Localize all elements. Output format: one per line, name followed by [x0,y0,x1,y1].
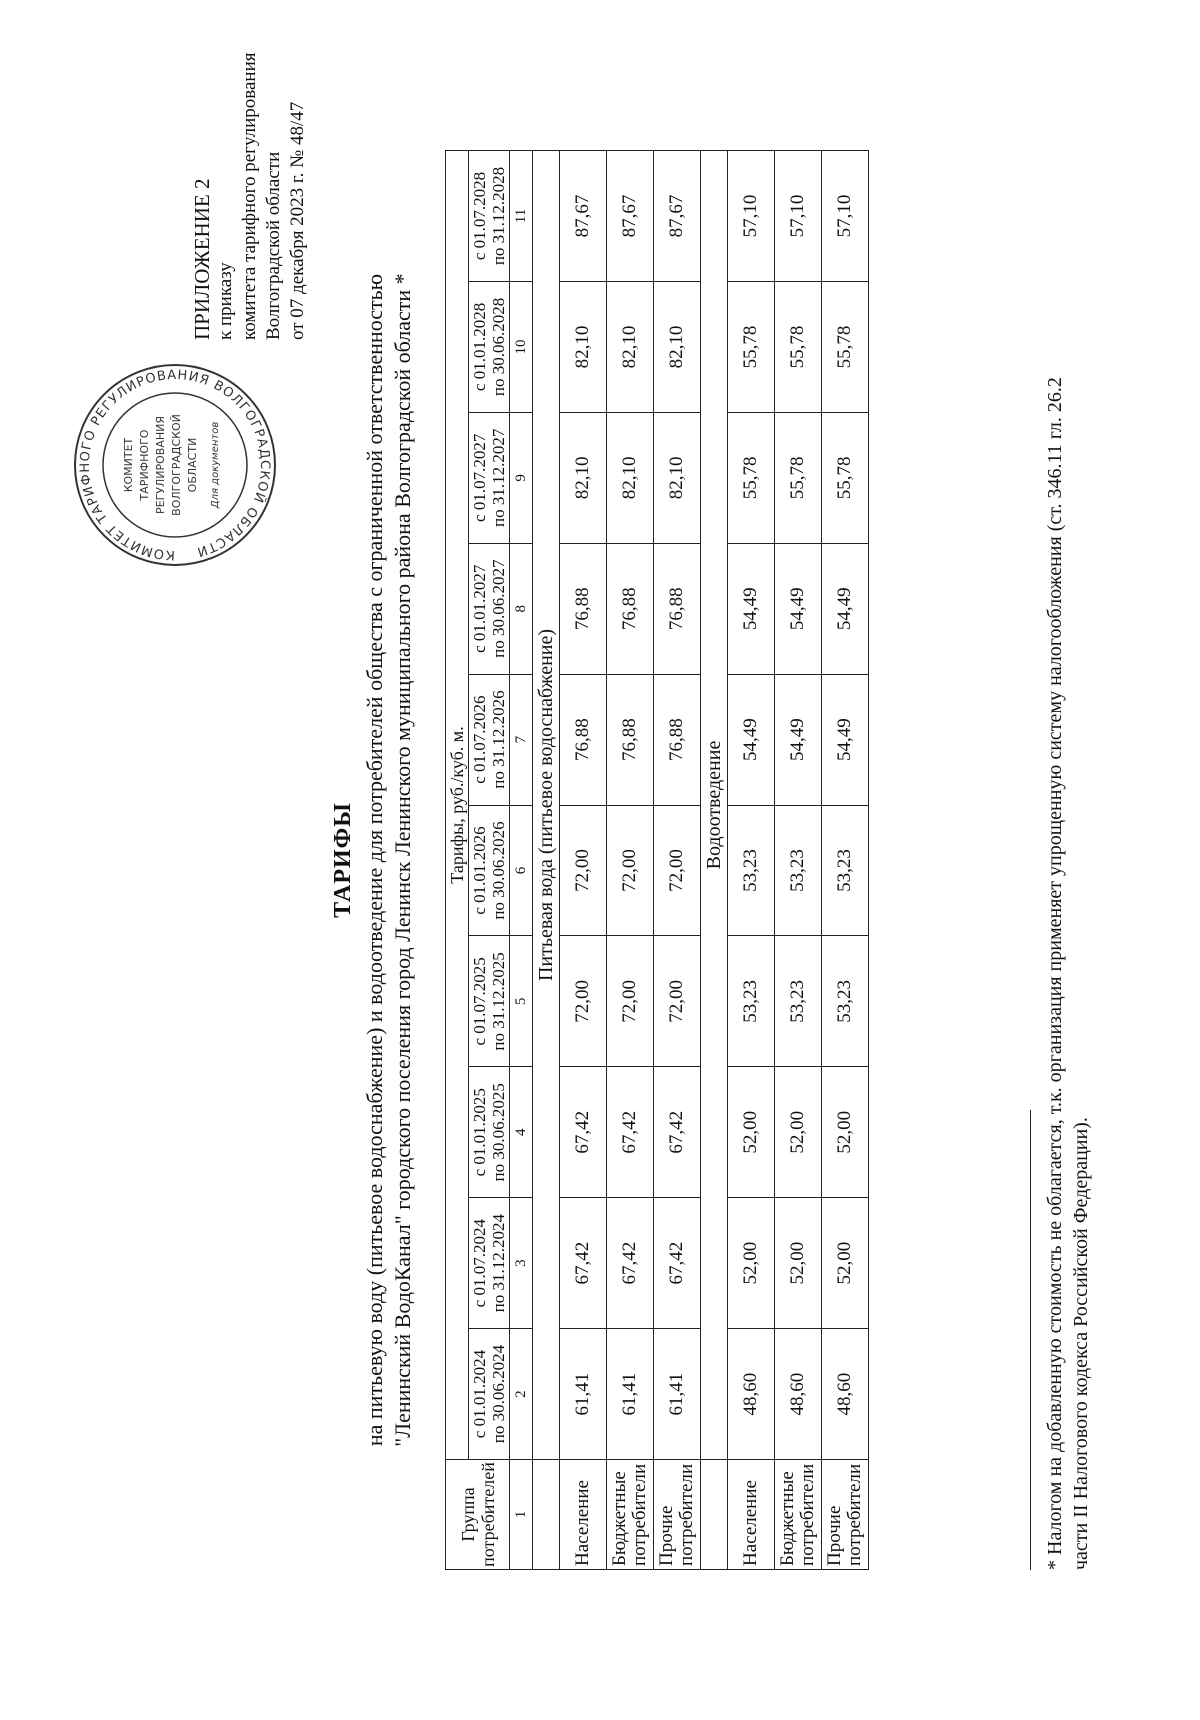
period-header [469,1198,510,1329]
period-from: с 01.01.2028 [470,302,489,392]
period-header [469,151,510,282]
period-to: по 31.12.2026 [489,690,508,789]
tariff-value: 76,88 [607,543,654,674]
committee-name: комитета тарифного регулирования [239,52,260,340]
tariff-value: 53,23 [728,805,775,936]
tariff-value: 72,00 [654,805,701,936]
period-from: с 01.07.2026 [470,695,489,784]
tariff-value: 72,00 [654,936,701,1067]
footnote-divider [1030,1110,1031,1570]
tariff-value: 61,41 [560,1329,607,1460]
consumer-group: Прочие потребители [654,1460,701,1570]
period-from: с 01.07.2028 [470,171,489,261]
tariff-value: 52,00 [822,1198,869,1329]
tariff-value: 67,42 [607,1067,654,1198]
column-number: 8 [510,543,533,674]
tariff-value: 76,88 [560,674,607,805]
footnote [1042,150,1094,1570]
tariff-table [445,150,869,1570]
table-row [775,151,822,1570]
tariff-value: 87,67 [607,151,654,282]
tariff-value: 76,88 [654,674,701,805]
period-from: с 01.07.2025 [470,957,489,1046]
period-to: по 30.06.2028 [489,297,508,397]
table-row [654,151,701,1570]
consumer-group: Прочие потребители [822,1460,869,1570]
tariff-value: 67,42 [607,1198,654,1329]
tariff-value: 72,00 [560,936,607,1067]
tariff-value: 76,88 [560,543,607,674]
seal-line: ТАРИФНОГО [138,429,151,501]
section-title: Питьевая вода (питьевое водоснабжение) [533,151,560,1460]
document-title: ТАРИФЫ [330,802,356,918]
period-header [469,936,510,1067]
tariff-value: 54,49 [822,674,869,805]
column-number-row [510,151,533,1570]
tariff-value: 52,00 [728,1198,775,1329]
order-date-number: от 07 декабря 2023 г. № 48/47 [287,101,308,340]
tariff-value: 82,10 [654,281,701,412]
section-row [533,151,560,1570]
seal-line: РЕГУЛИРОВАНИЯ [154,415,167,515]
consumer-group: Бюджетные потребители [607,1460,654,1570]
tariff-value: 82,10 [560,412,607,543]
column-number: 6 [510,805,533,936]
tariff-value: 67,42 [654,1198,701,1329]
tariff-value: 55,78 [822,281,869,412]
tariff-value: 53,23 [822,936,869,1067]
tariff-value: 48,60 [728,1329,775,1460]
period-from: с 01.01.2026 [470,826,489,915]
period-to: по 30.06.2027 [489,559,508,658]
order-reference: к приказу [215,262,236,340]
period-from: с 01.01.2025 [470,1088,489,1177]
tariff-value: 52,00 [728,1067,775,1198]
tariff-value: 72,00 [560,805,607,936]
consumer-group: Бюджетные потребители [775,1460,822,1570]
tariff-value: 53,23 [728,936,775,1067]
period-from: с 01.01.2027 [470,564,489,653]
tariff-value: 87,67 [654,151,701,282]
tariff-value: 55,78 [775,412,822,543]
footnote-line: * Налогом на добавленную стоимость не облагается, т.к. организация применяет упрощенную систему налогообложения (ст. 346.11 гл. 26.2 [1044,377,1066,1570]
period-header [469,805,510,936]
column-number: 1 [510,1460,533,1570]
column-number: 9 [510,412,533,543]
section-blank-cell [533,1460,560,1570]
table-row [728,151,775,1570]
tariff-value: 48,60 [822,1329,869,1460]
section-blank-cell [701,1460,728,1570]
period-to: по 31.12.2027 [489,428,508,527]
tariff-value: 55,78 [728,412,775,543]
tariff-value: 72,00 [607,936,654,1067]
group-header-cell: Группа потребителей [446,1460,510,1570]
consumer-group: Население [560,1460,607,1570]
tariff-value: 53,23 [822,805,869,936]
document-title-block [330,150,417,1570]
tariff-value: 53,23 [775,805,822,936]
seal-line: КОМИТЕТ [122,437,135,493]
table-row [822,151,869,1570]
official-seal-stamp [70,360,280,570]
period-from: с 01.01.2024 [470,1349,489,1439]
region-name: Волгоградской области [263,151,284,340]
tariff-value: 54,49 [822,543,869,674]
tariff-value: 55,78 [822,412,869,543]
period-header [469,674,510,805]
tariff-value: 67,42 [654,1067,701,1198]
section-row [701,151,728,1570]
period-to: по 31.12.2024 [489,1213,508,1313]
tariff-value: 54,49 [775,674,822,805]
column-number: 10 [510,281,533,412]
tariff-value: 55,78 [728,281,775,412]
column-number: 5 [510,936,533,1067]
column-number: 11 [510,151,533,282]
tariff-header-cell: Тарифы, руб./куб. м. [446,151,469,1460]
tariff-value: 82,10 [607,412,654,543]
seal-line: Для документов [210,421,221,509]
tariff-value: 67,42 [560,1067,607,1198]
period-header [469,1067,510,1198]
tariff-value: 55,78 [775,281,822,412]
tariff-value: 57,10 [728,151,775,282]
appendix-label: ПРИЛОЖЕНИЕ 2 [190,178,214,340]
consumer-group: Население [728,1460,775,1570]
column-number: 7 [510,674,533,805]
tariff-value: 52,00 [775,1067,822,1198]
tariff-value: 57,10 [775,151,822,282]
tariff-value: 82,10 [560,281,607,412]
period-to: по 31.12.2025 [489,952,508,1051]
tariff-value: 54,49 [728,674,775,805]
tariff-value: 82,10 [654,412,701,543]
tariff-value: 61,41 [607,1329,654,1460]
period-to: по 30.06.2024 [489,1344,508,1444]
period-from: с 01.07.2027 [470,433,489,522]
tariff-value: 54,49 [728,543,775,674]
document-subtitle: на питьевую воду (питьевое водоснабжение) и водоотведение для потребителей общества с ограниченной ответственностью [362,273,387,1447]
period-header [469,1329,510,1460]
period-to: по 30.06.2026 [489,821,508,920]
period-header [469,412,510,543]
column-number: 3 [510,1198,533,1329]
tariff-value: 61,41 [654,1329,701,1460]
seal-line: ВОЛГОГРАДСКОЙ [170,414,183,516]
tariff-value: 76,88 [607,674,654,805]
tariff-value: 76,88 [654,543,701,674]
tariff-value: 67,42 [560,1198,607,1329]
tariff-value: 53,23 [775,936,822,1067]
column-number: 2 [510,1329,533,1460]
appendix-header [190,20,310,340]
seal-line: ОБЛАСТИ [186,437,199,493]
footnote-line: части II Налогового кодекса Российской Федерации). [1070,1117,1092,1570]
tariff-body [533,151,869,1570]
period-to: по 30.06.2025 [489,1083,508,1182]
seal-ring-text: КОМИТЕТ ТАРИФНОГО РЕГУЛИРОВАНИЯ ВОЛГОГРАДСКОЙ ОБЛАСТИ [77,367,273,563]
period-from: с 01.07.2024 [470,1219,489,1308]
column-number: 4 [510,1067,533,1198]
table-row [560,151,607,1570]
section-title: Водоотведение [701,151,728,1460]
tariff-value: 52,00 [822,1067,869,1198]
organization-name: "Ленинский ВодоКанал" городского поселения город Ленинск Ленинского муниципального района Волгоградской области * [390,273,415,1447]
tariff-value: 52,00 [775,1198,822,1329]
tariff-value: 57,10 [822,151,869,282]
period-to: по 31.12.2028 [489,166,508,266]
tariff-value: 82,10 [607,281,654,412]
period-header [469,543,510,674]
period-header [469,281,510,412]
tariff-value: 48,60 [775,1329,822,1460]
tariff-value: 54,49 [775,543,822,674]
period-header-row [469,151,510,1570]
tariff-value: 72,00 [607,805,654,936]
tariff-value: 87,67 [560,151,607,282]
table-row [607,151,654,1570]
